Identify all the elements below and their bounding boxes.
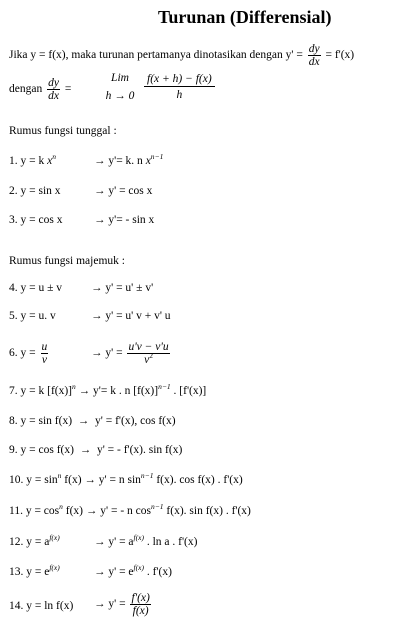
arrow-icon: →	[94, 155, 106, 167]
formula-exponent: n	[52, 152, 56, 161]
formula-exponent: f(x)	[133, 563, 144, 572]
formula-12-left	[9, 533, 60, 549]
formula-text: y' = u' v + v' u	[105, 310, 171, 322]
formula-text: y' = n sin	[98, 474, 141, 486]
formula-exponent: n	[59, 502, 63, 511]
arrow-icon: →	[91, 347, 103, 360]
formula-text: y' = cos x	[108, 185, 153, 197]
single-function-heading: Rumus fungsi tunggal :	[9, 125, 117, 137]
formula-14-left: 14. y = ln f(x)	[9, 600, 74, 612]
arrow-icon: →	[78, 385, 91, 397]
formula-text: . ln a . f'(x)	[143, 536, 198, 548]
fraction-denominator: h	[176, 89, 183, 102]
formula-text: 1. y = k	[9, 155, 48, 167]
formula-11	[9, 502, 251, 518]
limit-subscript: h → 0	[105, 89, 135, 102]
arrow-icon: →	[94, 214, 106, 226]
formula-exponent: n−1	[150, 152, 164, 161]
formula-text: 11. y = cos	[9, 505, 60, 517]
arrow-icon: →	[91, 310, 103, 322]
formula-text: 8. y = sin f(x)	[9, 415, 73, 427]
fraction-denominator: dx	[308, 56, 320, 69]
formula-6-right	[91, 341, 172, 366]
arrow-icon: →	[91, 282, 103, 294]
formula-9	[9, 445, 182, 457]
formula-text: f(x). sin f(x) . f'(x)	[163, 505, 251, 517]
formula-text: 9. y = cos f(x)	[9, 444, 74, 456]
arrow-icon: →	[85, 505, 98, 517]
quotient-fraction	[41, 341, 49, 366]
formula-13-right	[94, 563, 172, 579]
formula-exponent: f(x)	[49, 563, 60, 572]
formula-exponent: f(x)	[49, 533, 60, 542]
formula-1-right	[94, 152, 164, 168]
arrow-icon: →	[77, 415, 90, 427]
fraction-denominator: v	[41, 354, 47, 367]
formula-exponent: f(x)	[133, 533, 144, 542]
limit-text: dengan	[9, 83, 46, 96]
formula-text: y'= k. n	[108, 155, 146, 167]
intro-definition	[9, 43, 354, 68]
intro-text: Jika y = f(x), maka turunan pertamanya dinotasikan dengan y' =	[9, 49, 306, 62]
formula-4-left: 4. y = u ± v	[9, 282, 63, 294]
arrow-icon: →	[94, 185, 106, 197]
formula-text: f(x)	[62, 505, 84, 517]
formula-1-left	[9, 152, 56, 168]
arrow-icon: →	[94, 566, 106, 578]
formula-text: y' =	[108, 598, 129, 611]
fraction-numerator: u'v − v'u	[128, 341, 169, 353]
formula-14-right	[94, 592, 153, 617]
dy-dx-fraction	[47, 77, 60, 102]
difference-quotient	[142, 73, 217, 101]
formula-text: y'= - sin x	[108, 214, 155, 226]
formula-exponent: 2	[149, 351, 153, 361]
intro-text-end: = f'(x)	[322, 49, 355, 62]
formula-text: y' = - n cos	[100, 505, 151, 517]
fraction-numerator: f(x + h) − f(x)	[147, 73, 212, 85]
formula-variable: x	[47, 155, 53, 167]
fraction-numerator: dy	[48, 77, 59, 89]
dy-dx-fraction	[308, 43, 321, 68]
difference-quotient-fraction	[144, 73, 215, 101]
formula-exponent: n	[57, 471, 62, 480]
formula-10	[9, 471, 243, 487]
formula-variable: x	[145, 155, 151, 167]
ln-derivative-fraction	[130, 592, 150, 617]
arrow-icon: →	[79, 444, 92, 456]
fraction-denominator: dx	[48, 90, 59, 103]
compound-function-heading: Rumus fungsi majemuk :	[9, 255, 125, 267]
formula-exponent: n−1	[158, 382, 171, 391]
formula-text: y' = u' ± v'	[105, 282, 154, 294]
formula-3-left: 3. y = cos x	[9, 214, 63, 226]
fraction-numerator: f'(x)	[131, 592, 150, 604]
arrow-icon: →	[94, 598, 106, 611]
formula-4-right	[91, 283, 153, 295]
limit-label: Lim	[111, 72, 129, 84]
quotient-derivative-fraction	[127, 341, 169, 366]
formula-text: f(x)	[61, 474, 82, 486]
formula-text: y' = a	[108, 536, 134, 548]
formula-text: y'= k . n [f(x)]	[93, 385, 159, 397]
limit-operator	[98, 73, 142, 102]
formula-text: y' = - f'(x). sin f(x)	[96, 444, 183, 456]
formula-8	[9, 416, 176, 428]
formula-text: . [f'(x)]	[170, 385, 207, 397]
arrow-icon: →	[84, 474, 96, 486]
formula-exponent: n−1	[140, 471, 154, 480]
formula-text: 10. y = sin	[9, 474, 58, 486]
fraction-numerator: u	[41, 341, 48, 353]
formula-3-right	[94, 215, 154, 227]
formula-exponent: n	[72, 382, 76, 391]
formula-text: f(x). cos f(x) . f'(x)	[153, 474, 243, 486]
fraction-denominator: v	[144, 354, 150, 367]
equals-sign: =	[61, 83, 72, 96]
formula-7	[9, 382, 207, 398]
formula-5-left: 5. y = u. v	[9, 310, 56, 322]
page-title: Turunan (Differensial)	[158, 7, 332, 27]
formula-12-right	[94, 533, 198, 549]
formula-text: . f'(x)	[143, 566, 172, 578]
formula-exponent: n−1	[150, 502, 164, 511]
formula-text: y' =	[105, 347, 126, 360]
limit-definition	[9, 77, 71, 102]
formula-text: y' = f'(x), cos f(x)	[95, 415, 176, 427]
formula-6-left	[9, 341, 50, 366]
formula-13-left	[9, 563, 60, 579]
formula-2-left: 2. y = sin x	[9, 185, 61, 197]
formula-text: 13. y = e	[9, 566, 50, 578]
arrow-icon: →	[94, 536, 106, 548]
formula-2-right	[94, 186, 152, 198]
formula-text: 12. y = a	[9, 536, 50, 548]
formula-5-right	[91, 311, 171, 323]
fraction-numerator: dy	[308, 43, 320, 55]
formula-text: 6. y =	[9, 347, 39, 360]
fraction-denominator: f(x)	[132, 605, 149, 618]
formula-text: y' = e	[108, 566, 134, 578]
formula-text: 7. y = k [f(x)]	[9, 385, 73, 397]
